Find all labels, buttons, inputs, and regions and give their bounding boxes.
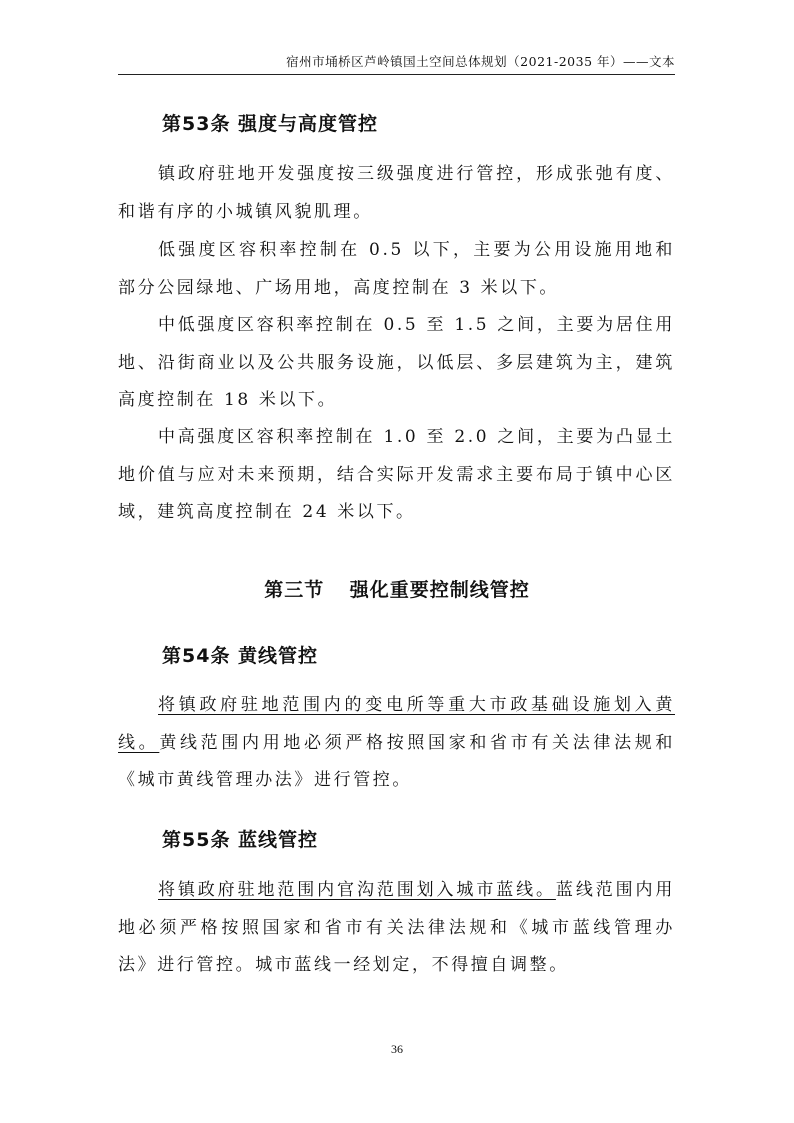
- article-53-paragraph-4: 中高强度区容积率控制在 1.0 至 2.0 之间，主要为凸显土地价值与应对未来预期，结合实际开发需求主要布局于镇中心区域，建筑高度控制在 24 米以下。: [118, 427, 675, 522]
- article-55-body-text: 蓝线范围内用地必须严格按照国家和省市有关法律法规和《城市蓝线管理办法》进行管控。城市蓝线一经划定，不得擅自调整。: [118, 880, 675, 975]
- article-53-title: 第53条 强度与高度管控: [162, 113, 379, 135]
- section-3-title: 第三节 强化重要控制线管控: [264, 579, 530, 601]
- article-54-underlined-text: 将镇政府驻地范围内的变电所等重大市政基础设施划入黄线。: [118, 695, 675, 753]
- article-54-body-text: 黄线范围内用地必须严格按照国家和省市有关法律法规和《城市黄线管理办法》进行管控。: [118, 732, 676, 790]
- article-54-title: 第54条 黄线管控: [162, 645, 319, 667]
- article-53-paragraph-2: 低强度区容积率控制在 0.5 以下，主要为公用设施用地和部分公园绿地、广场用地，高度控制在 3 米以下。: [118, 240, 675, 298]
- article-55-paragraph-1: [118, 872, 675, 985]
- running-header: 宿州市埇桥区芦岭镇国土空间总体规划（2021-2035 年）——文本: [286, 54, 675, 69]
- article-53-paragraph-1: 镇政府驻地开发强度按三级强度进行管控，形成张弛有度、和谐有序的小城镇风貌肌理。: [118, 164, 675, 222]
- header-divider: [118, 74, 675, 75]
- article-55-title: 第55条 蓝线管控: [162, 829, 319, 851]
- article-54-paragraph-1: [118, 687, 675, 800]
- article-55-underlined-text: 将镇政府驻地范围内官沟范围划入城市蓝线。: [158, 880, 556, 900]
- article-53-paragraph-3: 中低强度区容积率控制在 0.5 至 1.5 之间，主要为居住用地、沿街商业以及公共服务设施，以低层、多层建筑为主，建筑高度控制在 18 米以下。: [118, 315, 675, 410]
- page-number: 36: [391, 1042, 403, 1056]
